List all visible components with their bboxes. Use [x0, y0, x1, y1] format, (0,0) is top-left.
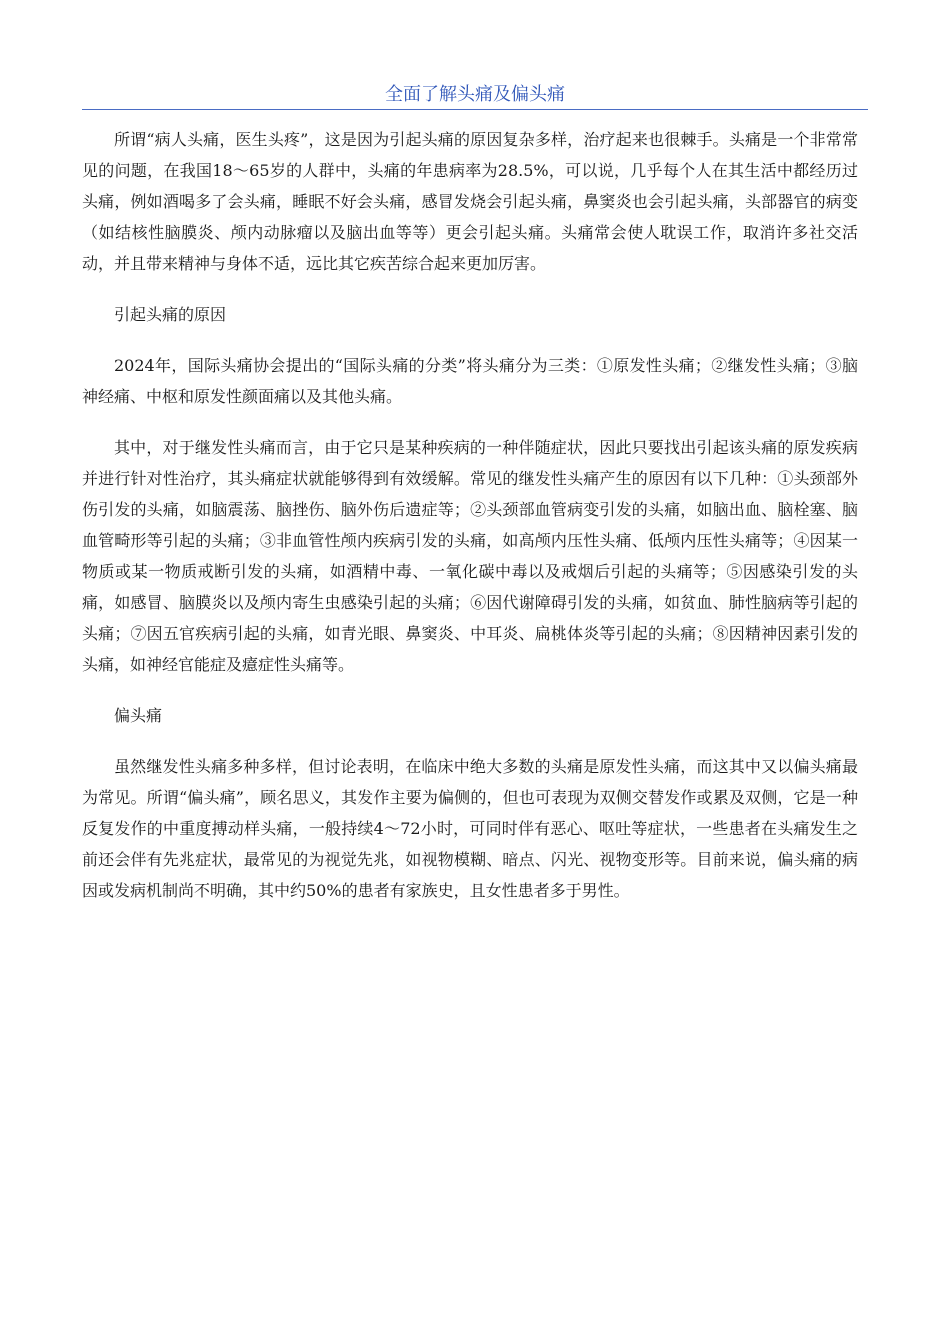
- section-heading-migraine: 偏头痛: [114, 706, 163, 725]
- secondary-headache-paragraph: 其中，对于继发性头痛而言，由于它只是某种疾病的一种伴随症状，因此只要找出引起该头痛的原发疾病并进行针对性治疗，其头痛症状就能够得到有效缓解。常见的继发性头痛产生的原因有以下几种：①头颈部外伤引发的头痛，如脑震荡、脑挫伤、脑外伤后遗症等；②头颈部血管病变引发的头痛，如脑出血、脑栓塞、脑血管畸形等引起的头痛；③非血管性颅内疾病引发的头痛，如高颅内压性头痛、低颅内压性头痛等；④因某一物质或某一物质戒断引发的头痛，如酒精中毒、一氧化碳中毒以及戒烟后引起的头痛等；⑤因感染引发的头痛，如感冒、脑膜炎以及颅内寄生虫感染引起的头痛；⑥因代谢障碍引发的头痛，如贫血、肺性脑病等引起的头痛；⑦因五官疾病引起的头痛，如青光眼、鼻窦炎、中耳炎、扁桃体炎等引起的头痛；⑧因精神因素引发的头痛，如神经官能症及癔症性头痛等。: [82, 438, 858, 674]
- intro-paragraph: 所谓“病人头痛，医生头疼”，这是因为引起头痛的原因复杂多样，治疗起来也很棘手。头痛是一个非常常见的问题，在我国18～65岁的人群中，头痛的年患病率为28.5%，可以说，几乎每个人在其生活中都经历过头痛，例如酒喝多了会头痛，睡眠不好会头痛，感冒发烧会引起头痛，鼻窦炎也会引起头痛，头部器官的病变（如结核性脑膜炎、颅内动脉瘤以及脑出血等等）更会引起头痛。头痛常会使人耽误工作，取消许多社交活动，并且带来精神与身体不适，远比其它疾苦综合起来更加厉害。: [82, 130, 858, 273]
- title-underline: [82, 109, 868, 110]
- section-heading-causes: 引起头痛的原因: [114, 305, 227, 324]
- classification-paragraph: 2024年，国际头痛协会提出的“国际头痛的分类”将头痛分为三类：①原发性头痛；②继发性头痛；③脑神经痛、中枢和原发性颜面痛以及其他头痛。: [82, 356, 858, 406]
- document-body: [82, 124, 858, 906]
- migraine-paragraph: 虽然继发性头痛多种多样，但讨论表明，在临床中绝大多数的头痛是原发性头痛，而这其中又以偏头痛最为常见。所谓“偏头痛”，顾名思义，其发作主要为偏侧的，但也可表现为双侧交替发作或累及双侧，它是一种反复发作的中重度搏动样头痛，一般持续4～72小时，可同时伴有恶心、呕吐等症状，一些患者在头痛发生之前还会伴有先兆症状，最常见的为视觉先兆，如视物模糊、暗点、闪光、视物变形等。目前来说，偏头痛的病因或发病机制尚不明确，其中约50%的患者有家族史，且女性患者多于男性。: [82, 757, 858, 900]
- document-title: 全面了解头痛及偏头痛: [385, 84, 565, 105]
